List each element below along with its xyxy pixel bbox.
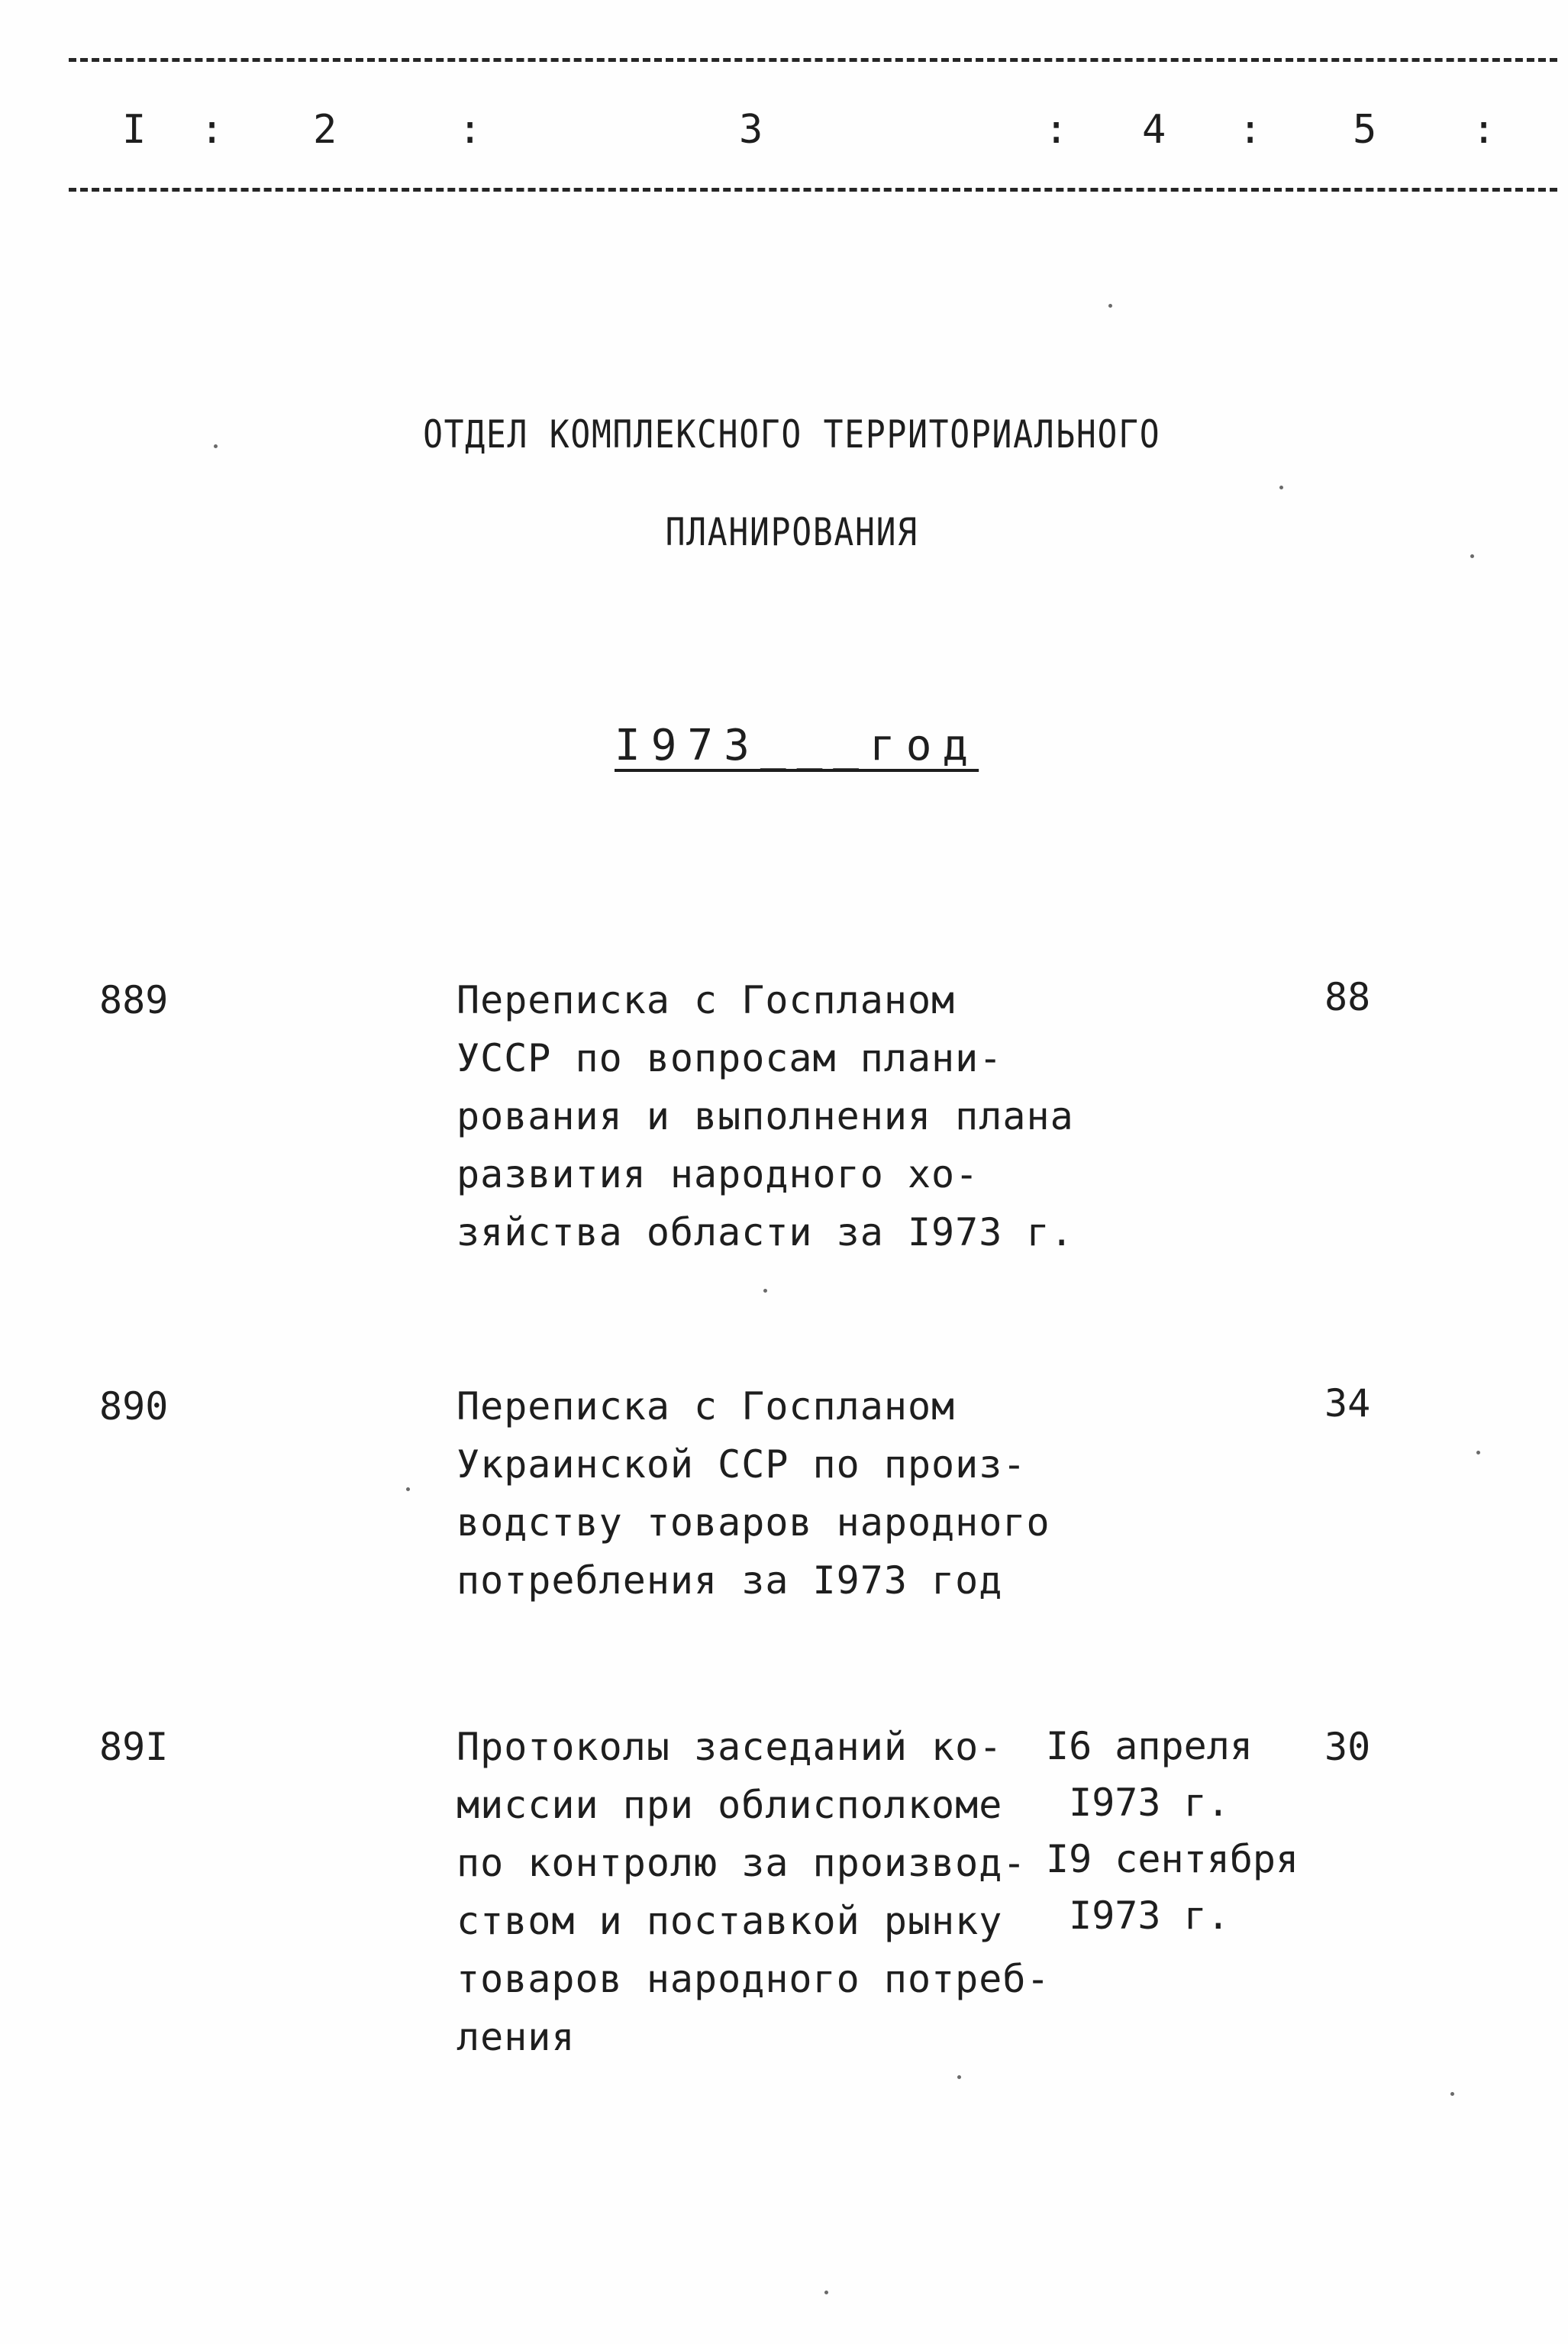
scan-speck	[214, 444, 218, 448]
header-rule-top	[69, 58, 1557, 62]
entry-date-line: I6 апреля	[1046, 1724, 1253, 1768]
entry-date-line: I9 сентября	[1046, 1837, 1299, 1881]
entry-title-line: рования и выполнения плана	[457, 1094, 1074, 1138]
scan-speck	[1108, 304, 1112, 308]
entry-sheet-count: 34	[1324, 1381, 1371, 1425]
section-title-line-1: ОТДЕЛ КОМПЛЕКСНОГО ТЕРРИТОРИАЛЬНОГО	[423, 412, 1161, 457]
entry-title-line: товаров народного потреб-	[457, 1957, 1050, 2001]
scan-speck	[1450, 2092, 1454, 2096]
entry-title-line: Протоколы заседаний ко-	[457, 1725, 1003, 1769]
scan-speck	[957, 2075, 961, 2079]
column-number-4: 4	[1142, 107, 1166, 153]
column-number-1: I	[122, 107, 147, 153]
section-year: I973___год	[615, 721, 979, 770]
entry-title-line: ством и поставкой рынку	[457, 1899, 1003, 1943]
entry-title-line: потребления за I973 год	[457, 1558, 1003, 1603]
scan-speck	[1470, 554, 1474, 558]
scan-speck	[1476, 1451, 1480, 1455]
entry-date-line: I973 г.	[1046, 1781, 1230, 1825]
scan-speck	[763, 1289, 767, 1293]
entry-title-line: развития народного хо-	[457, 1152, 979, 1196]
entry-number: 89I	[99, 1725, 169, 1769]
scan-speck	[824, 2291, 828, 2294]
column-number-5: 5	[1353, 107, 1377, 153]
entry-title-line: водству товаров народного	[457, 1500, 1050, 1545]
entry-title-line: УССР по вопросам плани-	[457, 1036, 1003, 1080]
entry-title-line: ления	[457, 2015, 576, 2059]
entry-sheet-count: 30	[1324, 1725, 1371, 1769]
column-separator: :	[1044, 107, 1069, 153]
column-number-2: 2	[313, 107, 337, 153]
entry-title	[457, 1377, 1067, 1609]
section-title-line-2: ПЛАНИРОВАНИЯ	[665, 510, 918, 554]
entry-title-line: по контролю за производ-	[457, 1841, 1027, 1885]
entry-number: 890	[99, 1384, 169, 1429]
entry-title	[457, 1718, 1067, 2066]
entry-title	[457, 971, 1074, 1261]
column-separator: :	[1472, 107, 1496, 153]
entry-title-line: зяйства области за I973 г.	[457, 1210, 1074, 1254]
entry-title-line: Украинской ССР по произ-	[457, 1442, 1027, 1487]
entry-title-line: Переписка с Госпланом	[457, 978, 956, 1022]
entry-title-line: Переписка с Госпланом	[457, 1384, 956, 1429]
scan-speck	[1279, 486, 1283, 489]
column-separator: :	[458, 107, 482, 153]
entry-number: 889	[99, 978, 169, 1022]
entry-title-line: миссии при облисполкоме	[457, 1783, 1003, 1827]
header-rule-bottom	[69, 188, 1557, 192]
entry-sheet-count: 88	[1324, 975, 1371, 1019]
column-separator: :	[1238, 107, 1263, 153]
entry-date-line: I973 г.	[1046, 1894, 1230, 1938]
entry-dates	[1046, 1718, 1299, 1944]
scan-speck	[406, 1487, 410, 1491]
column-separator: :	[200, 107, 224, 153]
column-number-3: 3	[739, 107, 763, 153]
